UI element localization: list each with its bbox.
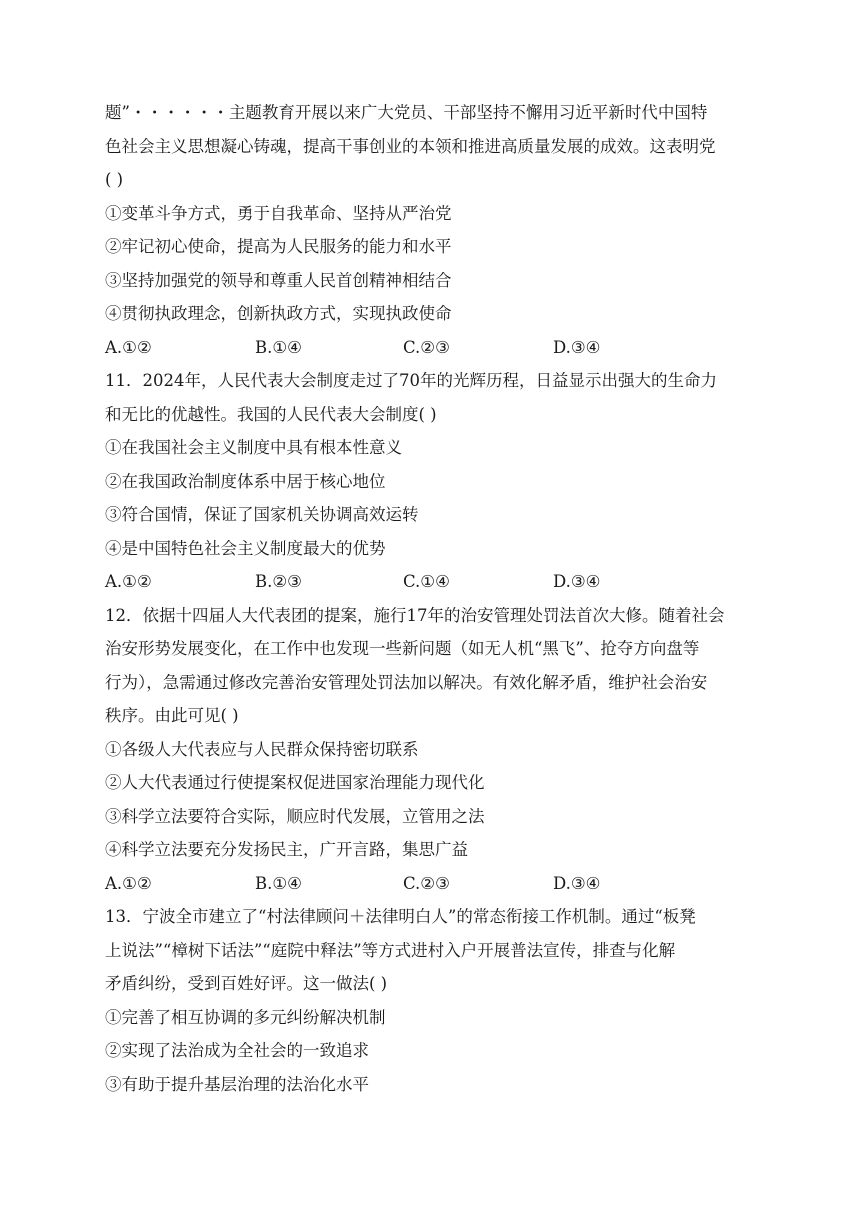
question-stem-line: 题”・・・・・・主题教育开展以来广大党员、干部坚持不懈用习近平新时代中国特 [105,103,708,122]
question-stem-line: ( ) [105,170,124,189]
question-stem-line: 上说法”“樟树下话法”“庭院中释法”等方式进村入户开展普法宣传，排查与化解 [105,940,676,960]
question-13 [105,900,765,1101]
question-stem-line: 秩序。由此可见( ) [105,706,239,725]
answer-choice-a: A.①② [105,337,152,357]
answer-choice-d: D.③④ [553,572,601,591]
answer-choice-a: A.①② [105,873,152,893]
answer-choice-d: D.③④ [553,337,601,357]
answer-choice-a: A.①② [105,572,152,591]
option-statement: ②在我国政治制度体系中居于核心地位 [105,471,386,491]
option-statement: ②牢记初心使命，提高为人民服务的能力和水平 [105,237,452,256]
question-stem-line: 治安形势发展变化，在工作中也发现一些新问题（如无人机“黑飞”、抢夺方向盘等 [105,639,700,658]
option-statement: ③符合国情，保证了国家机关协调高效运转 [105,505,419,524]
answer-choices [105,565,765,599]
question-stem-line: 13．宁波全市建立了“村法律顾问＋法律明白人”的常态衔接工作机制。通过“板凳 [105,907,696,926]
option-statement: ④科学立法要充分发扬民主，广开言路，集思广益 [105,840,468,859]
answer-choice-c: C.②③ [403,337,450,357]
option-statement: ④是中国特色社会主义制度最大的优势 [105,538,386,558]
answer-choice-b: B.①④ [255,337,302,357]
option-statement: ④贯彻执政理念，创新执政方式，实现执政使命 [105,304,452,323]
option-statement: ②实现了法治成为全社会的一致追求 [105,1041,369,1060]
answer-choice-d: D.③④ [553,873,601,893]
option-statement: ①变革斗争方式，勇于自我革命、坚持从严治党 [105,203,452,223]
answer-choice-b: B.②③ [255,572,302,591]
answer-choice-b: B.①④ [255,873,302,893]
option-statement: ③科学立法要符合实际，顺应时代发展，立管用之法 [105,806,485,826]
question-stem-line: 色社会主义思想凝心铸魂，提高干事创业的本领和推进高质量发展的成效。这表明党 [105,136,716,156]
option-statement: ②人大代表通过行使提案权促进国家治理能力现代化 [105,773,485,792]
question-stem-line: 矛盾纠纷，受到百姓好评。这一做法( ) [105,974,388,993]
answer-choice-c: C.②③ [403,873,450,893]
answer-choices [105,331,765,365]
question-stem-line: 和无比的优越性。我国的人民代表大会制度( ) [105,404,437,424]
option-statement: ①完善了相互协调的多元纠纷解决机制 [105,1007,386,1027]
answer-choices [105,867,765,901]
option-statement: ①在我国社会主义制度中具有根本性意义 [105,438,402,457]
option-statement: ①各级人大代表应与人民群众保持密切联系 [105,739,419,759]
question-stem-line: 11．2024年，人民代表大会制度走过了70年的光辉历程，日益显示出强大的生命力 [105,371,717,390]
question-12 [105,599,765,901]
answer-choice-c: C.①④ [403,572,450,591]
question-stem-line: 行为），急需通过修改完善治安管理处罚法加以解决。有效化解矛盾，维护社会治安 [105,672,708,692]
option-statement: ③坚持加强党的领导和尊重人民首创精神相结合 [105,270,452,290]
question-11 [105,364,765,599]
question-stem-line: 12．依据十四届人大代表团的提案，施行17年的治安管理处罚法首次大修。随着社会 [105,605,725,625]
option-statement: ③有助于提升基层治理的法治化水平 [105,1074,369,1094]
exam-page [105,96,765,1101]
question-10 [105,96,765,364]
